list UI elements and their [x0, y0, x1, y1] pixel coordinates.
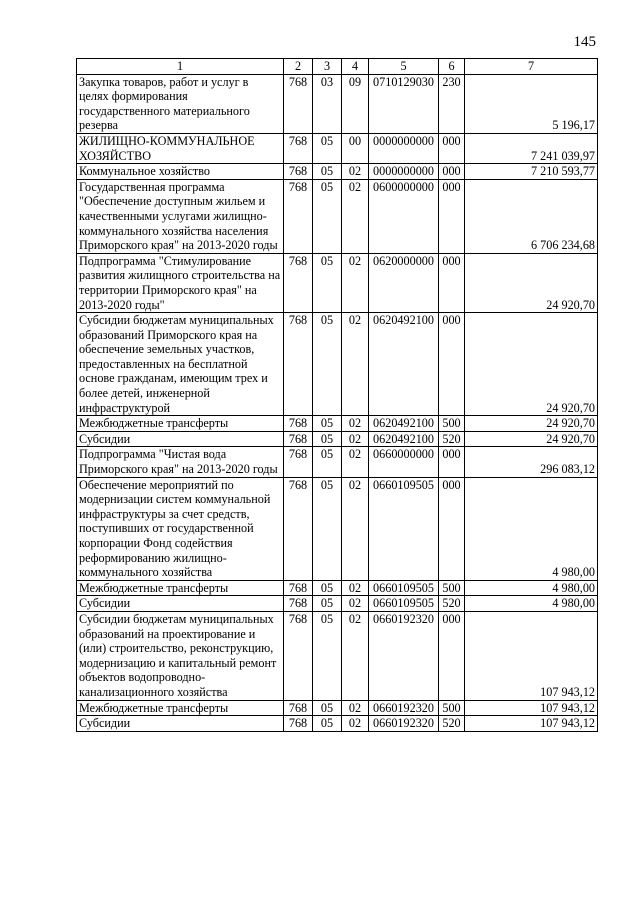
cell-expense-type-code: 000 — [439, 611, 465, 700]
table-row — [77, 580, 598, 596]
cell-target-item-code: 0620492100 — [369, 313, 439, 416]
cell-subsection-code: 02 — [342, 700, 369, 716]
cell-target-item-code: 0710129030 — [369, 74, 439, 133]
cell-subsection-code: 02 — [342, 477, 369, 580]
cell-amount: 296 083,12 — [465, 447, 598, 477]
cell-section-code: 05 — [313, 416, 342, 432]
cell-section-code: 03 — [313, 74, 342, 133]
cell-name: Субсидии — [77, 716, 284, 732]
cell-ministry-code: 768 — [284, 580, 313, 596]
cell-expense-type-code: 230 — [439, 74, 465, 133]
cell-ministry-code: 768 — [284, 716, 313, 732]
cell-amount: 107 943,12 — [465, 716, 598, 732]
table-row — [77, 164, 598, 180]
table-row — [77, 313, 598, 416]
cell-subsection-code: 02 — [342, 596, 369, 612]
cell-amount: 7 241 039,97 — [465, 133, 598, 163]
cell-target-item-code: 0660000000 — [369, 447, 439, 477]
cell-subsection-code: 02 — [342, 179, 369, 253]
cell-subsection-code: 02 — [342, 580, 369, 596]
table-row — [77, 416, 598, 432]
cell-section-code: 05 — [313, 313, 342, 416]
cell-name: Подпрограмма "Чистая вода Приморского края" на 2013-2020 годы — [77, 447, 284, 477]
cell-name: Коммунальное хозяйство — [77, 164, 284, 180]
cell-section-code: 05 — [313, 716, 342, 732]
cell-target-item-code: 0600000000 — [369, 179, 439, 253]
cell-expense-type-code: 000 — [439, 179, 465, 253]
table-row — [77, 179, 598, 253]
cell-amount: 4 980,00 — [465, 580, 598, 596]
cell-name: Субсидии — [77, 431, 284, 447]
cell-subsection-code: 02 — [342, 253, 369, 312]
cell-amount: 24 920,70 — [465, 253, 598, 312]
cell-amount: 107 943,12 — [465, 611, 598, 700]
cell-target-item-code: 0620492100 — [369, 416, 439, 432]
cell-ministry-code: 768 — [284, 431, 313, 447]
header-cell: 3 — [313, 59, 342, 75]
cell-expense-type-code: 000 — [439, 477, 465, 580]
cell-target-item-code: 0660109505 — [369, 596, 439, 612]
cell-name: Обеспечение мероприятий по модернизации систем коммунальной инфраструктуры за счет средств, поступивших от государственной корпорации Фонд содействия реформированию жилищно-коммунального хозяйства — [77, 477, 284, 580]
cell-section-code: 05 — [313, 133, 342, 163]
table-row — [77, 477, 598, 580]
cell-name: Межбюджетные трансферты — [77, 580, 284, 596]
cell-ministry-code: 768 — [284, 447, 313, 477]
cell-expense-type-code: 000 — [439, 447, 465, 477]
cell-ministry-code: 768 — [284, 253, 313, 312]
cell-subsection-code: 02 — [342, 313, 369, 416]
cell-subsection-code: 00 — [342, 133, 369, 163]
cell-target-item-code: 0660109505 — [369, 580, 439, 596]
cell-expense-type-code: 000 — [439, 133, 465, 163]
table-row — [77, 431, 598, 447]
cell-target-item-code: 0000000000 — [369, 164, 439, 180]
cell-amount: 24 920,70 — [465, 416, 598, 432]
cell-ministry-code: 768 — [284, 74, 313, 133]
cell-amount: 5 196,17 — [465, 74, 598, 133]
cell-ministry-code: 768 — [284, 477, 313, 580]
header-cell: 6 — [439, 59, 465, 75]
cell-section-code: 05 — [313, 253, 342, 312]
table-row — [77, 596, 598, 612]
cell-expense-type-code: 520 — [439, 716, 465, 732]
cell-subsection-code: 02 — [342, 716, 369, 732]
cell-expense-type-code: 500 — [439, 700, 465, 716]
header-row — [77, 59, 598, 75]
cell-target-item-code: 0660192320 — [369, 611, 439, 700]
cell-amount: 24 920,70 — [465, 313, 598, 416]
cell-ministry-code: 768 — [284, 611, 313, 700]
header-cell: 7 — [465, 59, 598, 75]
cell-target-item-code: 0620492100 — [369, 431, 439, 447]
cell-subsection-code: 02 — [342, 416, 369, 432]
cell-amount: 107 943,12 — [465, 700, 598, 716]
cell-ministry-code: 768 — [284, 133, 313, 163]
cell-ministry-code: 768 — [284, 416, 313, 432]
cell-name: Государственная программа "Обеспечение доступным жильем и качественными услугами жилищно-коммунального хозяйства населения Приморского края" на 2013-2020 годы — [77, 179, 284, 253]
cell-name: Подпрограмма "Стимулирование развития жилищного строительства на территории Приморского края" на 2013-2020 годы" — [77, 253, 284, 312]
cell-name: Межбюджетные трансферты — [77, 700, 284, 716]
header-cell: 5 — [369, 59, 439, 75]
cell-target-item-code: 0660192320 — [369, 700, 439, 716]
cell-name: ЖИЛИЩНО-КОММУНАЛЬНОЕ ХОЗЯЙСТВО — [77, 133, 284, 163]
cell-name: Межбюджетные трансферты — [77, 416, 284, 432]
table-row — [77, 74, 598, 133]
cell-subsection-code: 02 — [342, 447, 369, 477]
table-row — [77, 133, 598, 163]
cell-expense-type-code: 000 — [439, 164, 465, 180]
cell-expense-type-code: 520 — [439, 431, 465, 447]
cell-amount: 4 980,00 — [465, 596, 598, 612]
cell-section-code: 05 — [313, 477, 342, 580]
header-cell: 1 — [77, 59, 284, 75]
cell-subsection-code: 09 — [342, 74, 369, 133]
cell-expense-type-code: 000 — [439, 253, 465, 312]
cell-section-code: 05 — [313, 179, 342, 253]
cell-subsection-code: 02 — [342, 611, 369, 700]
header-cell: 2 — [284, 59, 313, 75]
cell-section-code: 05 — [313, 596, 342, 612]
header-cell: 4 — [342, 59, 369, 75]
cell-section-code: 05 — [313, 580, 342, 596]
cell-section-code: 05 — [313, 431, 342, 447]
cell-expense-type-code: 500 — [439, 580, 465, 596]
cell-expense-type-code: 000 — [439, 313, 465, 416]
table-row — [77, 716, 598, 732]
cell-expense-type-code: 520 — [439, 596, 465, 612]
cell-name: Субсидии — [77, 596, 284, 612]
cell-expense-type-code: 500 — [439, 416, 465, 432]
cell-amount: 4 980,00 — [465, 477, 598, 580]
table-row — [77, 611, 598, 700]
cell-subsection-code: 02 — [342, 431, 369, 447]
cell-amount: 6 706 234,68 — [465, 179, 598, 253]
cell-ministry-code: 768 — [284, 164, 313, 180]
cell-target-item-code: 0660109505 — [369, 477, 439, 580]
cell-ministry-code: 768 — [284, 596, 313, 612]
cell-target-item-code: 0000000000 — [369, 133, 439, 163]
cell-subsection-code: 02 — [342, 164, 369, 180]
cell-section-code: 05 — [313, 700, 342, 716]
cell-name: Субсидии бюджетам муниципальных образований Приморского края на обеспечение земельных участков, предоставленных на бесплатной основе гражданам, имеющим трех и более детей, инженерной инфраструктурой — [77, 313, 284, 416]
cell-target-item-code: 0620000000 — [369, 253, 439, 312]
cell-ministry-code: 768 — [284, 179, 313, 253]
page-number: 145 — [573, 34, 596, 50]
table-body — [77, 74, 598, 731]
cell-section-code: 05 — [313, 447, 342, 477]
table-row — [77, 447, 598, 477]
cell-target-item-code: 0660192320 — [369, 716, 439, 732]
table-row — [77, 253, 598, 312]
budget-table — [76, 58, 598, 732]
cell-name: Закупка товаров, работ и услуг в целях формирования государственного материального резерва — [77, 74, 284, 133]
cell-ministry-code: 768 — [284, 700, 313, 716]
cell-section-code: 05 — [313, 164, 342, 180]
cell-amount: 7 210 593,77 — [465, 164, 598, 180]
table-row — [77, 700, 598, 716]
cell-name: Субсидии бюджетам муниципальных образований на проектирование и (или) строительство, реконструкцию, модернизацию и капитальный ремонт объектов водопроводно-канализационного хозяйства — [77, 611, 284, 700]
cell-section-code: 05 — [313, 611, 342, 700]
cell-ministry-code: 768 — [284, 313, 313, 416]
cell-amount: 24 920,70 — [465, 431, 598, 447]
